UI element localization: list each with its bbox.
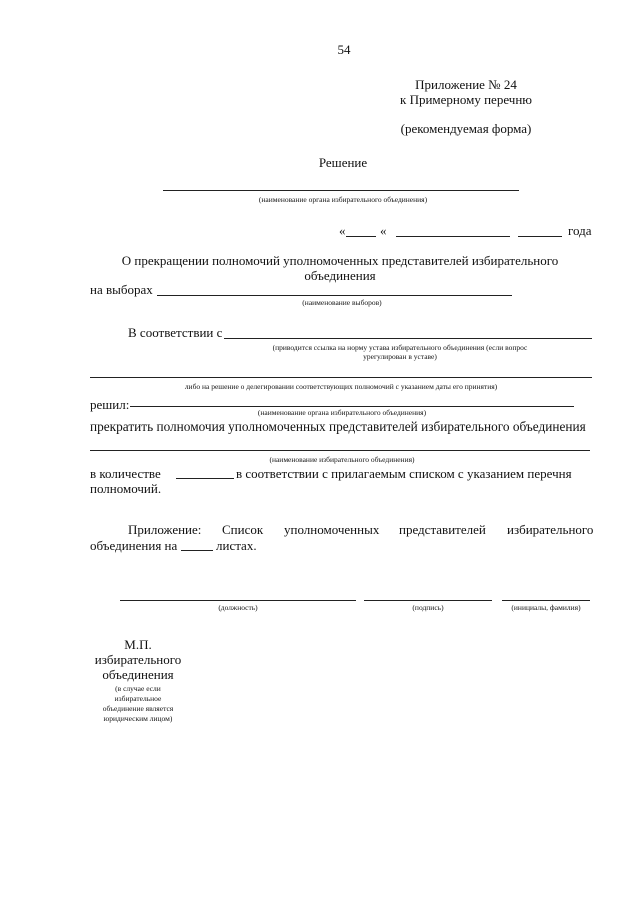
decided-label: решил: [90,397,130,412]
org-name-caption: (наименование органа избирательного объединения) [258,195,428,204]
quantity-line [176,478,234,479]
date-day-line [346,236,376,237]
stamp-line-2: избирательного [94,652,182,667]
elections-label: на выборах [90,282,153,297]
annex-word-5: избирательного [507,522,594,537]
basis-line [224,338,592,339]
org-name-line [163,190,519,191]
name-line [502,600,590,601]
position-line [120,600,356,601]
basis-line-2 [90,377,592,378]
terminate-text: прекратить полномочия уполномоченных представителей избирательного объединения [90,419,586,434]
stamp-note-1: (в случае если [115,684,161,693]
basis-caption-2: урегулирован в уставе) [363,352,437,361]
quantity-text-2: полномочий. [90,481,162,496]
form-note: (рекомендуемая форма) [400,121,532,136]
stamp-note-3: объединение является [102,704,174,713]
stamp-note-4: юридическим лицом) [103,714,173,723]
appendix-reference: к Примерному перечню [400,92,532,107]
date-open-quote: « [339,223,346,238]
date-close-quote: « [380,223,387,238]
document-title: Решение [318,155,368,170]
basis-caption-1: (приводится ссылка на норму устава избирательного объединения (если вопрос [272,343,528,352]
position-caption: (должность) [218,603,258,612]
subject-line-2: объединения [304,268,376,283]
annex-word-1: Приложение: [128,522,202,537]
annex-line2-start: объединения на [90,538,178,553]
org-line-2 [90,450,590,451]
stamp-mp: М.П. [124,637,152,652]
name-caption: (инициалы, фамилия) [511,603,581,612]
quantity-text: в соответствии с прилагаемым списком с указанием перечня [236,466,572,481]
decided-caption: (наименование органа избирательного объединения) [257,408,427,417]
org-caption-2: (наименование избирательного объединения) [269,455,415,464]
date-year-line [518,236,562,237]
date-year-word: года [568,223,592,238]
signature-caption: (подпись) [412,603,444,612]
annex-word-2: Список [222,522,264,537]
stamp-line-3: объединения [102,667,174,682]
page-number: 54 [337,42,351,57]
annex-word-3: уполномоченных [284,522,380,537]
appendix-title: Приложение № 24 [415,77,517,92]
basis-caption-3: либо на решение о делегировании соответствующих полномочий с указанием даты его принятия) [184,382,498,391]
annex-line2-end: листах. [216,538,257,553]
elections-caption: (наименование выборов) [302,298,382,307]
signature-line [364,600,492,601]
decided-line [130,406,574,407]
stamp-note-2: избирательное [114,694,162,703]
annex-sheets-line [181,550,213,551]
date-month-line [396,236,510,237]
quantity-label: в количестве [90,466,161,481]
elections-line [157,295,512,296]
annex-word-4: представителей [399,522,486,537]
basis-label: В соответствии с [128,325,223,340]
subject-line-1: О прекращении полномочий уполномоченных представителей избирательного [121,253,559,268]
